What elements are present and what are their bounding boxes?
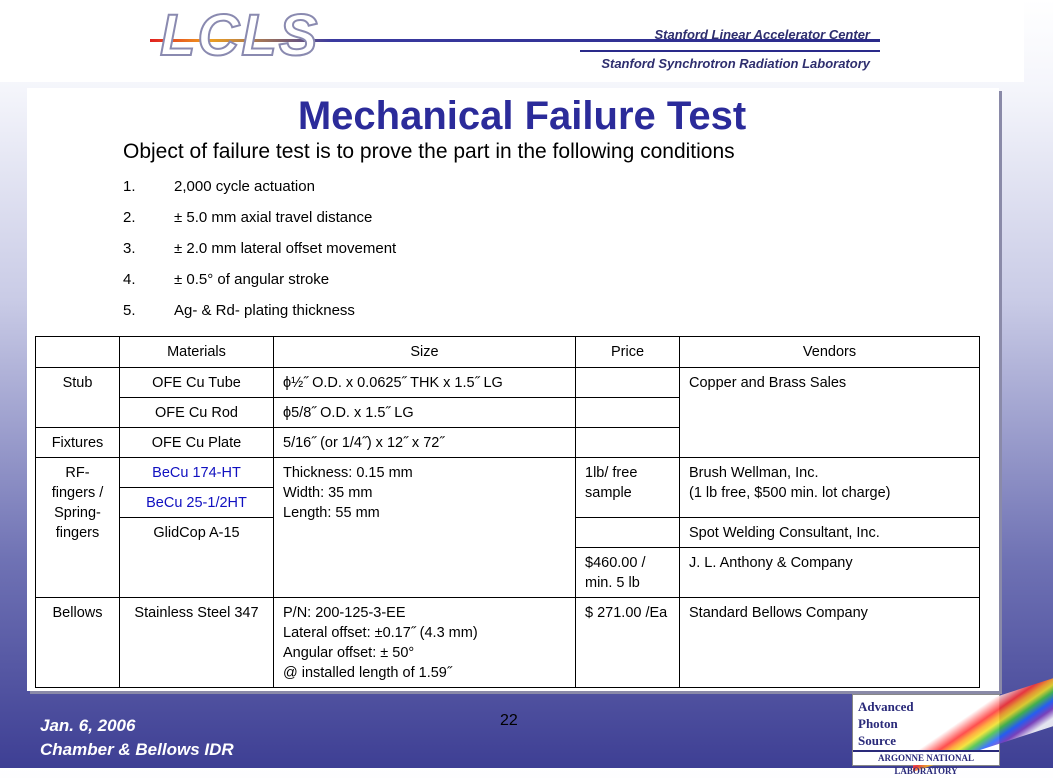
- list-item: [123, 209, 396, 240]
- material-link-becu-174[interactable]: BeCu 174-HT: [120, 458, 274, 488]
- vendor-cell: Spot Welding Consultant, Inc.: [680, 518, 980, 548]
- material-cell: OFE Cu Tube: [120, 368, 274, 398]
- intro-text: Object of failure test is to prove the part in the following conditions: [123, 140, 735, 163]
- size-line: Width: 35 mm: [283, 485, 373, 501]
- list-item: [123, 240, 396, 271]
- size-line: Lateral offset: ±0.17˝ (4.3 mm): [283, 625, 478, 641]
- material-cell: OFE Cu Rod: [120, 398, 274, 428]
- list-number: 2.: [123, 209, 136, 226]
- size-cell: [274, 458, 576, 598]
- aps-line: Photon: [858, 716, 898, 731]
- size-line: @ installed length of 1.59˝: [283, 665, 452, 681]
- table-header-row: [36, 337, 980, 368]
- list-item: [123, 271, 396, 302]
- size-line: Thickness: 0.15 mm: [283, 465, 413, 481]
- category-fixtures: Fixtures: [36, 428, 120, 458]
- list-text: ± 2.0 mm lateral offset movement: [174, 240, 397, 257]
- slide-header: [0, 0, 1024, 82]
- aps-line: Advanced: [858, 699, 914, 714]
- size-cell: ϕ5/8˝ O.D. x 1.5˝ LG: [274, 398, 576, 428]
- page-number: 22: [500, 712, 518, 729]
- size-cell: ϕ½˝ O.D. x 0.0625˝ THK x 1.5˝ LG: [274, 368, 576, 398]
- category-rf-fingers: RF-fingers / Spring-fingers: [36, 458, 120, 598]
- argonne-label: ARGONNE NATIONAL LABORATORY: [853, 750, 999, 765]
- vendor-cell: J. L. Anthony & Company: [680, 548, 980, 598]
- size-cell: [274, 598, 576, 688]
- size-line: Length: 55 mm: [283, 505, 380, 521]
- category-bellows: Bellows: [36, 598, 120, 688]
- material-link-becu-25[interactable]: BeCu 25-1/2HT: [120, 488, 274, 518]
- size-cell: 5/16˝ (or 1/4˝) x 12˝ x 72˝: [274, 428, 576, 458]
- conditions-list: [123, 178, 396, 333]
- slide-title: Mechanical Failure Test: [297, 94, 747, 138]
- vendor-cell: [680, 458, 980, 518]
- list-item: [123, 302, 396, 333]
- header-size: Size: [274, 337, 576, 368]
- materials-table: [35, 336, 980, 688]
- header-materials: Materials: [120, 337, 274, 368]
- list-text: ± 5.0 mm axial travel distance: [174, 209, 373, 226]
- table-row: [36, 458, 980, 488]
- size-line: Angular offset: ± 50°: [283, 645, 415, 661]
- aps-line: Source: [858, 733, 897, 748]
- footer-event: Chamber & Bellows IDR: [40, 740, 234, 759]
- price-cell: [576, 428, 680, 458]
- price-cell: [576, 398, 680, 428]
- logo-underline: [580, 50, 880, 52]
- material-cell: OFE Cu Plate: [120, 428, 274, 458]
- list-number: 5.: [123, 302, 136, 319]
- list-number: 1.: [123, 178, 136, 195]
- list-number: 3.: [123, 240, 136, 257]
- vendor-line: (1 lb free, $500 min. lot charge): [689, 485, 891, 501]
- table-row: [36, 598, 980, 688]
- aps-text: [858, 698, 914, 749]
- price-cell: [576, 518, 680, 548]
- list-text: ± 0.5° of angular stroke: [174, 271, 330, 288]
- price-cell: $460.00 / min. 5 lb: [576, 548, 680, 598]
- aps-logo: [852, 694, 1000, 776]
- footer-date: Jan. 6, 2006: [40, 716, 136, 735]
- material-cell: Stainless Steel 347: [120, 598, 274, 688]
- slac-name: Stanford Linear Accelerator Center: [654, 27, 870, 42]
- list-number: 4.: [123, 271, 136, 288]
- vendor-cell: Copper and Brass Sales: [680, 368, 980, 458]
- header-price: Price: [576, 337, 680, 368]
- header-category: [36, 337, 120, 368]
- list-text: Ag- & Rd- plating thickness: [174, 302, 355, 319]
- price-cell: [576, 368, 680, 398]
- price-cell: $ 271.00 /Ea: [576, 598, 680, 688]
- list-text: 2,000 cycle actuation: [174, 178, 315, 195]
- lcls-logo: LCLS: [160, 3, 320, 68]
- price-cell: 1lb/ free sample: [576, 458, 680, 518]
- header-vendors: Vendors: [680, 337, 980, 368]
- vendor-line: Brush Wellman, Inc.: [689, 465, 819, 481]
- size-line: P/N: 200-125-3-EE: [283, 605, 406, 621]
- material-cell: GlidCop A-15: [120, 518, 274, 598]
- category-stub: Stub: [36, 368, 120, 428]
- list-item: [123, 178, 396, 209]
- table-row: [36, 368, 980, 398]
- vendor-cell: Standard Bellows Company: [680, 598, 980, 688]
- ssrl-name: Stanford Synchrotron Radiation Laboratory: [601, 56, 870, 71]
- footer-info: [40, 714, 234, 762]
